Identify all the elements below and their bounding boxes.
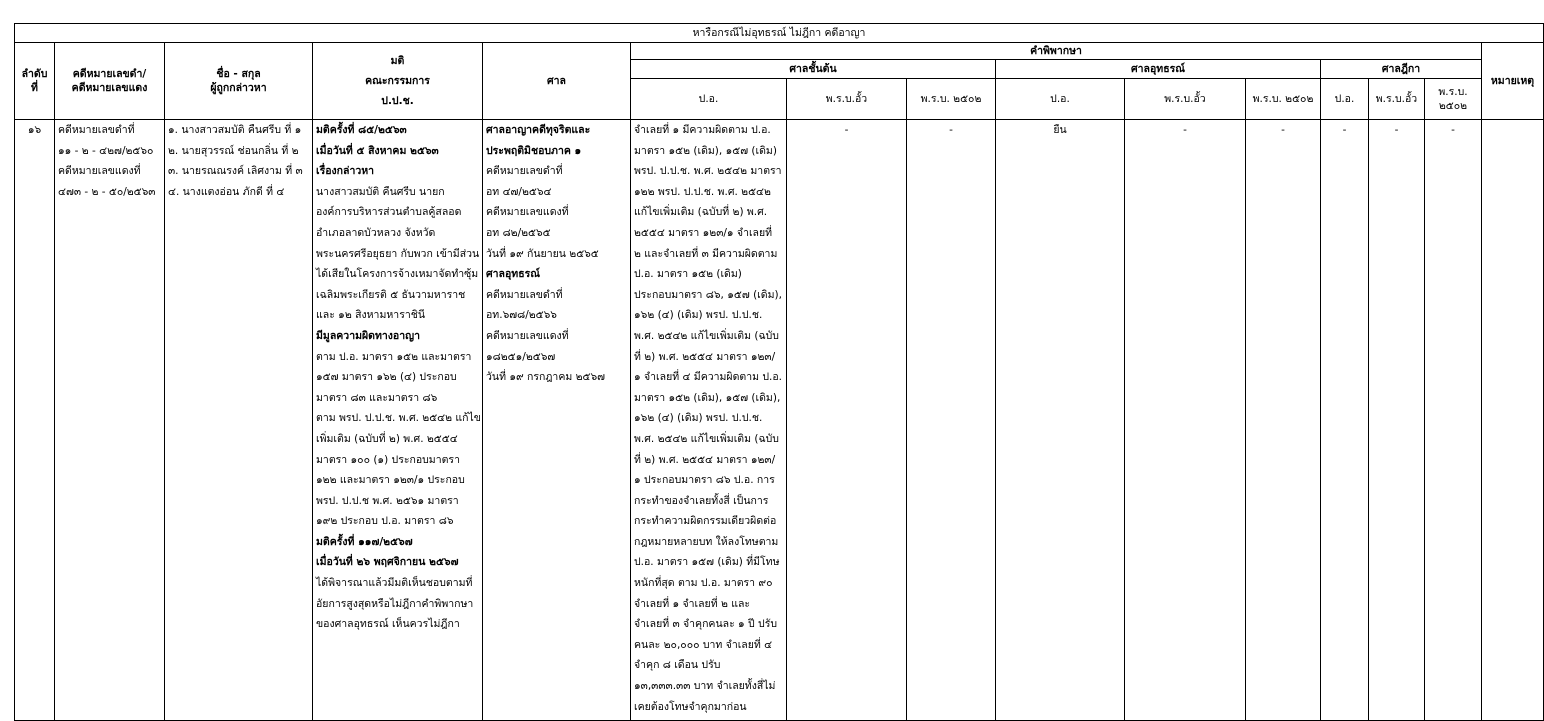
cell-line: ๓. นายรณณรงค์ เลิศงาม ที่ ๓	[168, 165, 303, 178]
cell-line: ๒๕๕๔ มาตรา ๑๒๓/๑ จำเลยที่	[634, 226, 773, 239]
cell-line: มาตรา ๘๓ และมาตรา ๘๖	[316, 391, 438, 404]
cell-line: จำเลยที่ ๑ จำเลยที่ ๒ และ	[634, 597, 751, 610]
cell-appeal-prb-au: -	[1125, 120, 1246, 721]
cell-line: เมื่อวันที่ ๒๖ พฤศจิกายน ๒๕๖๗	[316, 556, 459, 569]
cell-line: คดีหมายเลขดำที่	[486, 288, 563, 301]
cell-line: และ ๑๒ สิงหามหาราชินี	[316, 309, 426, 322]
cell-line: วันที่ ๑๙ กันยายน ๒๕๖๕	[486, 247, 599, 260]
cell-line: มีมูลความผิดทางอาญา	[316, 329, 420, 342]
cell-court	[483, 120, 631, 721]
cell-line: ป.อ. มาตรา ๑๕๗ (เดิม) ที่มีโทษ	[634, 556, 780, 569]
header-court: ศาล	[483, 43, 631, 120]
cell-line: ป.อ. มาตรา ๑๕๒ (เดิม)	[634, 268, 742, 281]
cell-line: อำเภอลาดบัวหลวง จังหวัด	[316, 226, 436, 239]
cell-line: มติครั้งที่ ๑๑๗/๒๕๖๗	[316, 535, 413, 548]
cell-first-prb-2502: -	[907, 120, 996, 721]
cell-resolution	[313, 120, 483, 721]
cell-line: คดีหมายเลขแดงที่	[58, 165, 141, 178]
cell-line: ๒. นายสุวรรณ์ ช่อนกลิ่น ที่ ๒	[168, 144, 299, 157]
cell-line: ๔๗๓ - ๒ - ๕๐/๒๕๖๓	[58, 185, 156, 198]
cell-line: ประกอบมาตรา ๘๖, ๑๕๗ (เดิม),	[634, 288, 782, 301]
cell-line: มาตรา ๑๕๒ (เดิม), ๑๕๗ (เดิม)	[634, 144, 777, 157]
header-appeal-po: ป.อ.	[996, 79, 1125, 120]
header-accused	[165, 43, 313, 120]
cell-line: ที่ ๒) พ.ศ. ๒๕๕๔ มาตรา ๑๒๓/	[634, 453, 776, 466]
cell-line: พ.ศ. ๒๕๔๒ แก้ไขเพิ่มเติม (ฉบับ	[634, 329, 779, 342]
cell-line: กระทำของจำเลยทั้งสี่ เป็นการ	[634, 494, 769, 507]
table-caption-row	[15, 24, 1544, 43]
cell-line: ๑๑ - ๒ - ๔๒๗/๒๕๖๐	[58, 144, 154, 157]
cell-line: จำเลยที่ ๓ จำคุกคนละ ๑ ปี ปรับ	[634, 618, 778, 631]
header-supreme-prb-2502	[1425, 79, 1482, 120]
cell-line: มาตรา ๑๐๐ (๑) ประกอบมาตรา	[316, 453, 460, 466]
cell-line: หนักที่สุด ตาม ป.อ. มาตรา ๙๐	[634, 577, 773, 590]
header-supreme-prb-2502-line-1: พ.ร.บ.	[1438, 86, 1468, 98]
cell-line: ๑๕๗ มาตรา ๑๖๒ (๔) ประกอบ	[316, 371, 457, 384]
cell-appeal-po: ยืน	[996, 120, 1125, 721]
cell-line: ๑๙๒ ประกอบ ป.อ. มาตรา ๘๖	[316, 515, 454, 528]
header-first-prb-2502: พ.ร.บ. ๒๕๐๒	[907, 79, 996, 120]
cell-line: พรป. ป.ป.ช. พ.ศ. ๒๕๔๒ มาตรา	[634, 165, 782, 178]
cell-line: คดีหมายเลขดำที่	[486, 165, 563, 178]
cell-line: ๑๒๒ และมาตรา ๑๒๓/๑ ประกอบ	[316, 474, 465, 487]
cell-line: ๔. นางแตงอ่อน ภักดี ที่ ๔	[168, 185, 285, 198]
cell-line: เรื่องกล่าวหา	[316, 165, 375, 178]
header-row-1	[15, 43, 1544, 60]
cell-line: ศาลอาญาคดีทุจริตและ	[486, 124, 591, 136]
cell-line: กฎหมายหลายบท ให้ลงโทษตาม	[634, 535, 779, 548]
header-seq	[15, 43, 55, 120]
header-resolution-line-2: คณะกรรมการ	[365, 75, 430, 87]
header-resolution-line-1: มติ	[390, 55, 405, 67]
cell-line: พระนครศรีอยุธยา กับพวก เข้ามีส่วน	[316, 247, 480, 260]
cell-line: องค์การบริหารส่วนตำบลคู้สลอด	[316, 206, 462, 219]
cell-first-po	[631, 120, 787, 721]
cell-line: เคยต้องโทษจำคุกมาก่อน	[634, 700, 747, 713]
cell-line: อัยการสูงสุดหรือไม่ฎีกาคำพิพากษา	[316, 597, 474, 610]
cell-line: มาตรา ๑๕๒ (เดิม), ๑๕๗ (เดิม),	[634, 391, 781, 404]
cell-line: ตาม ป.อ. มาตรา ๑๕๒ และมาตรา	[316, 350, 472, 363]
header-supreme-po: ป.อ.	[1321, 79, 1369, 120]
cell-line: เมื่อวันที่ ๕ สิงหาคม ๒๕๖๓	[316, 144, 439, 157]
header-first-prb-au: พ.ร.บ.อั้ว	[787, 79, 907, 120]
cell-line: เพิ่มเติม (ฉบับที่ ๒) พ.ศ. ๒๕๕๔	[316, 432, 458, 445]
table-caption: หารือกรณีไม่อุทธรณ์ ไม่ฎีกา คดีอาญา	[15, 24, 1544, 43]
cell-supreme-prb-2502: -	[1425, 120, 1482, 721]
cell-remark	[1482, 120, 1544, 721]
cell-line: ๑๖๒ (๔) (เดิม) พรป. ป.ป.ช.	[634, 309, 763, 322]
case-table	[14, 23, 1544, 721]
header-resolution	[313, 43, 483, 120]
header-judgment: คำพิพากษา	[631, 43, 1482, 60]
cell-line: ๑๓,๓๓๓.๓๓ บาท จำเลยทั้งสี่ไม่	[634, 680, 776, 693]
cell-supreme-po: -	[1321, 120, 1369, 721]
cell-line: ๒ และจำเลยที่ ๓ มีความผิดตาม	[634, 247, 778, 260]
cell-line: ตาม พรป. ป.ป.ช. พ.ศ. ๒๕๔๒ แก้ไข	[316, 412, 481, 425]
cell-line: ๑๖๒ (๔) (เดิม) พรป. ป.ป.ช.	[634, 412, 763, 425]
header-court-first: ศาลชั้นต้น	[631, 60, 996, 79]
cell-line: คนละ ๒๐,๐๐๐ บาท จำเลยที่ ๔	[634, 638, 773, 651]
header-case-no-line-2: คดีหมายเลขแดง	[71, 82, 148, 94]
cell-line: ศาลอุทธรณ์	[486, 268, 541, 281]
header-supreme-prb-2502-line-2: ๒๕๐๒	[1438, 100, 1468, 112]
header-remark: หมายเหตุ	[1482, 43, 1544, 120]
header-case-no-line-1: คดีหมายเลขดำ/	[72, 68, 147, 80]
cell-line: วันที่ ๑๙ กรกฎาคม ๒๕๖๗	[486, 371, 606, 384]
cell-line: เฉลิมพระเกียรติ ๕ ธันวามหาราช	[316, 288, 466, 301]
header-supreme-prb-au: พ.ร.บ.อั้ว	[1369, 79, 1425, 120]
header-seq-line-1: ลำดับ	[21, 68, 48, 80]
cell-line: ๑ ประกอบมาตรา ๘๖ ป.อ. การ	[634, 474, 775, 487]
cell-line: ของศาลอุทธรณ์ เห็นควรไม่ฎีกา	[316, 618, 460, 631]
header-accused-line-2: ผู้ถูกกล่าวหา	[210, 82, 267, 94]
cell-line: คดีหมายเลขแดงที่	[486, 329, 569, 342]
header-first-po: ป.อ.	[631, 79, 787, 120]
cell-line: ที่ ๒) พ.ศ. ๒๕๕๔ มาตรา ๑๒๓/	[634, 350, 776, 363]
header-accused-line-1: ชื่อ - สกุล	[216, 68, 261, 80]
table-row	[15, 120, 1544, 721]
cell-line: คดีหมายเลขดำที่	[58, 124, 135, 136]
cell-line: ๑. นางสาวสมบัติ คืนศรีบ ที่ ๑	[168, 124, 302, 136]
cell-line: มติครั้งที่ ๘๕/๒๕๖๓	[316, 124, 407, 136]
cell-accused	[165, 120, 313, 721]
cell-line: กระทำความผิดกรรมเดียวผิดต่อ	[634, 515, 777, 528]
cell-line: อท ๘๒/๒๕๖๕	[486, 226, 551, 239]
header-resolution-line-3: ป.ป.ช.	[381, 95, 414, 107]
header-appeal-prb-2502: พ.ร.บ. ๒๕๐๒	[1246, 79, 1321, 120]
cell-line: ได้พิจารณาแล้วมีมติเห็นชอบตามที่	[316, 577, 473, 590]
cell-appeal-prb-2502: -	[1246, 120, 1321, 721]
cell-supreme-prb-au: -	[1369, 120, 1425, 721]
cell-line: ได้เสียในโครงการจ้างเหมาจัดทำซุ้ม	[316, 268, 479, 281]
header-court-appeal: ศาลอุทธรณ์	[996, 60, 1321, 79]
cell-line: จำเลยที่ ๑ มีความผิดตาม ป.อ.	[634, 124, 771, 136]
cell-line: ๑๘๒๕๑/๒๕๖๗	[486, 350, 556, 363]
cell-line: อท.๖๗๘/๒๕๖๖	[486, 309, 557, 322]
cell-line: ๑๒๒ พรป. ป.ป.ช. พ.ศ. ๒๕๔๒	[634, 185, 771, 198]
cell-line: ๑ จำเลยที่ ๔ มีความผิดตาม ป.อ.	[634, 371, 783, 384]
cell-line: จำคุก ๘ เดือน ปรับ	[634, 659, 721, 672]
cell-first-prb-au: -	[787, 120, 907, 721]
cell-line: พรป. ป.ป.ช พ.ศ. ๒๕๖๑ มาตรา	[316, 494, 459, 507]
header-seq-line-2: ที่	[31, 82, 38, 94]
header-case-no	[55, 43, 165, 120]
cell-line: คดีหมายเลขแดงที่	[486, 206, 569, 219]
cell-seq: ๑๖	[15, 120, 55, 721]
header-appeal-prb-au: พ.ร.บ.อั้ว	[1125, 79, 1246, 120]
cell-line: อท ๔๗/๒๕๖๔	[486, 185, 552, 198]
cell-line: แก้ไขเพิ่มเติม (ฉบับที่ ๒) พ.ศ.	[634, 206, 768, 219]
cell-line: นางสาวสมบัติ คืนศรีบ นายก	[316, 185, 445, 198]
cell-case-no	[55, 120, 165, 721]
cell-line: พ.ศ. ๒๕๔๒ แก้ไขเพิ่มเติม (ฉบับ	[634, 432, 779, 445]
header-court-supreme: ศาลฎีกา	[1321, 60, 1482, 79]
cell-line: ประพฤติมิชอบภาค ๑	[486, 144, 582, 157]
